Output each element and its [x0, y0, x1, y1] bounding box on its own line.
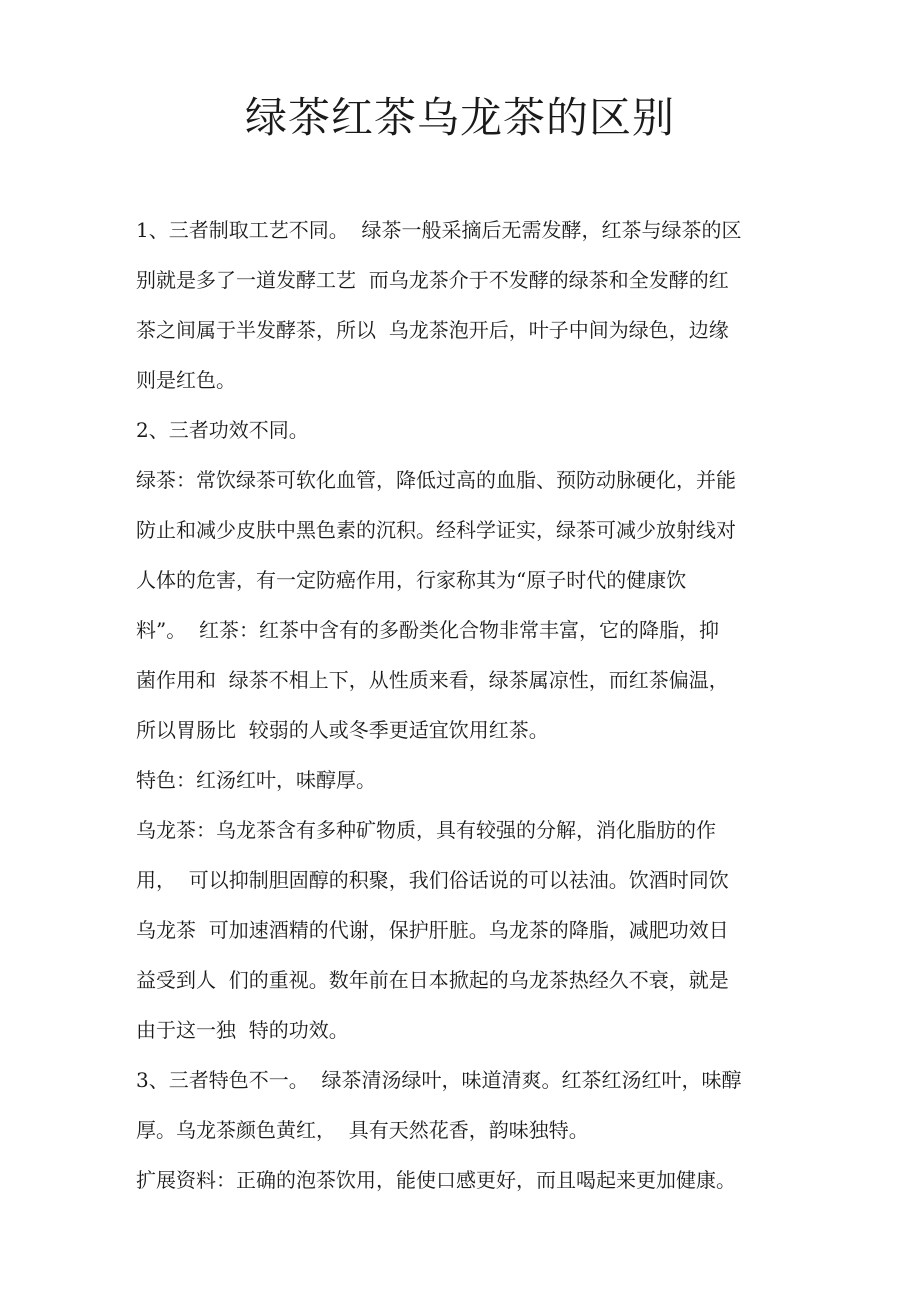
text-line: 别就是多了一道发酵工艺 而乌龙茶介于不发酵的绿茶和全发酵的红: [136, 268, 729, 292]
text-line: 乌龙茶：乌龙茶含有多种矿物质，具有较强的分解，消化脂肪的作: [136, 818, 716, 842]
section-heading: 2、三者功效不同。: [136, 418, 309, 442]
text-line: 绿茶：常饮绿茶可软化血管，降低过高的血脂、预防动脉硬化，并能: [136, 468, 736, 492]
document-title: 绿茶红茶乌龙茶的区别: [244, 93, 675, 142]
text-line: 料”。 红茶：红茶中含有的多酚类化合物非常丰富，它的降脂，抑: [136, 618, 719, 642]
text-line: 防止和减少皮肤中黑色素的沉积。经科学证实，绿茶可减少放射线对: [136, 518, 736, 542]
text-line: 用， 可以抑制胆固醇的积聚，我们俗话说的可以祛油。饮酒时同饮: [136, 868, 729, 892]
text-line: 由于这一独 特的功效。: [136, 1018, 349, 1042]
document-body: [136, 205, 788, 1205]
text-line: 扩展资料：正确的泡茶饮用，能使口感更好，而且喝起来更加健康。: [136, 1168, 736, 1192]
text-line: 3、三者特色不一。 绿茶清汤绿叶，味道清爽。红茶红汤红叶，味醇: [136, 1068, 742, 1092]
text-line: 乌龙茶 可加速酒精的代谢，保护肝脏。乌龙茶的降脂，减肥功效日: [136, 918, 729, 942]
text-line: 人体的危害，有一定防癌作用，行家称其为“原子时代的健康饮: [136, 568, 687, 592]
text-line: 厚。乌龙茶颜色黄红， 具有天然花香，韵味独特。: [136, 1118, 589, 1142]
text-line: 则是红色。: [136, 368, 236, 392]
text-line: 茶之间属于半发酵茶，所以 乌龙茶泡开后，叶子中间为绿色，边缘: [136, 318, 729, 342]
text-line: 所以胃肠比 较弱的人或冬季更适宜饮用红茶。: [136, 718, 549, 742]
text-line: 特色：红汤红叶，味醇厚。: [136, 768, 376, 792]
text-line: 1、三者制取工艺不同。 绿茶一般采摘后无需发酵，红茶与绿茶的区: [136, 218, 742, 242]
text-line: 菌作用和 绿茶不相上下，从性质来看，绿茶属凉性，而红茶偏温，: [136, 668, 729, 692]
text-line: 益受到人 们的重视。数年前在日本掀起的乌龙茶热经久不衰，就是: [136, 968, 729, 992]
